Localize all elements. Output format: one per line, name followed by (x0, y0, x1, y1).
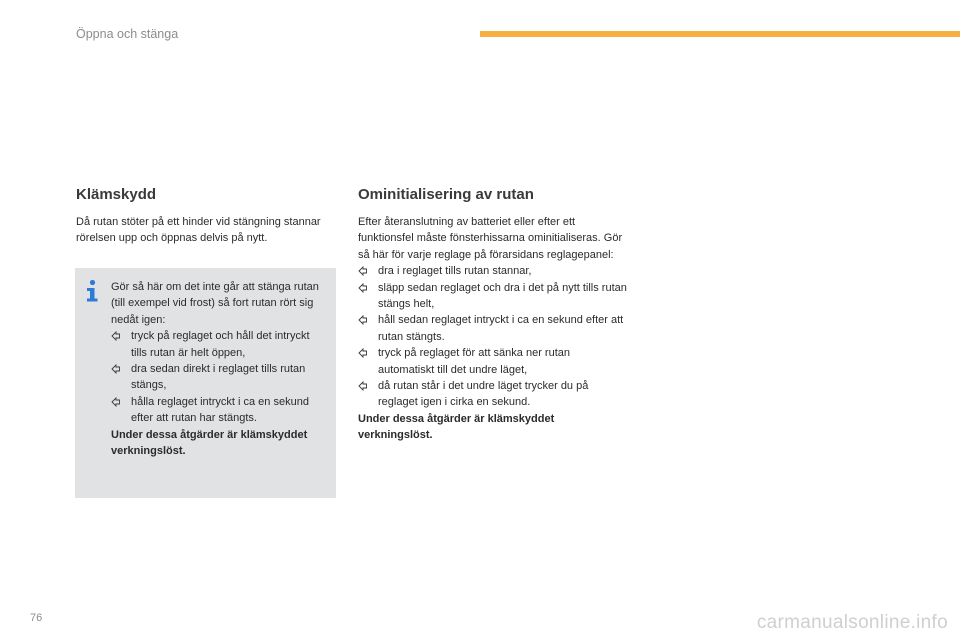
pointing-hand-icon (358, 283, 367, 293)
pointing-hand-icon (111, 331, 120, 341)
step-text: tryck på reglaget för att sänka ner rutan automatiskt till det undre läget, (378, 347, 570, 376)
ominitialisering-steps (358, 263, 628, 411)
step-text: då rutan står i det undre läget trycker du på reglaget igen i cirka en sekund. (378, 380, 589, 409)
info-step-text: dra sedan direkt i reglaget tills rutan stängs, (131, 363, 306, 392)
step-text: släpp sedan reglaget och dra i det på nytt tills rutan stängs helt, (378, 281, 627, 311)
pointing-hand-icon (358, 315, 367, 325)
info-box (75, 268, 336, 498)
heading-klamskydd: Klämskydd (76, 186, 157, 203)
list-item (358, 345, 628, 378)
list-item (358, 280, 628, 313)
header-accent-bar (480, 31, 960, 37)
left-column (76, 186, 346, 247)
info-steps (111, 328, 327, 426)
page-number: 76 (30, 612, 43, 624)
step-text: håll sedan reglaget intryckt i ca en sekund efter att rutan stängts. (378, 314, 624, 343)
info-lead: Gör så här om det inte går att stänga rutan (till exempel vid frost) så fort rutan rört sig nedåt igen: (111, 281, 319, 326)
ominitialisering-intro: Efter återanslutning av batteriet eller efter ett funktionsfel måste fönsterhissarna ominitialiseras. Gör så här för varje reglage på förarsidans reglagepanel: (358, 216, 623, 261)
list-item (358, 263, 628, 279)
pointing-hand-icon (358, 381, 367, 391)
pointing-hand-icon (358, 266, 367, 276)
info-text (111, 279, 327, 459)
list-item (358, 378, 628, 411)
section-title: Öppna och stänga (76, 27, 179, 41)
pointing-hand-icon (111, 364, 120, 374)
klamskydd-intro: Då rutan stöter på ett hinder vid stängning stannar rörelsen upp och öppnas delvis på nytt. (76, 216, 321, 245)
step-text: dra i reglaget tills rutan stannar, (378, 265, 532, 278)
info-icon (85, 279, 99, 303)
right-column (358, 186, 628, 444)
watermark: carmanualsonline.info (756, 612, 948, 633)
list-item (111, 394, 327, 427)
info-step-text: hålla reglaget intryckt i ca en sekund efter att rutan har stängts. (131, 395, 309, 425)
heading-ominitialisering: Ominitialisering av rutan (358, 186, 534, 203)
ominitialisering-note: Under dessa åtgärder är klämskyddet verkningslöst. (358, 412, 555, 442)
list-item (358, 312, 628, 345)
list-item (111, 328, 327, 361)
pointing-hand-icon (111, 397, 120, 407)
list-item (111, 361, 327, 394)
info-step-text: tryck på reglaget och håll det intryckt tills rutan är helt öppen, (131, 330, 310, 359)
info-note: Under dessa åtgärder är klämskyddet verkningslöst. (111, 428, 308, 458)
pointing-hand-icon (358, 348, 367, 358)
